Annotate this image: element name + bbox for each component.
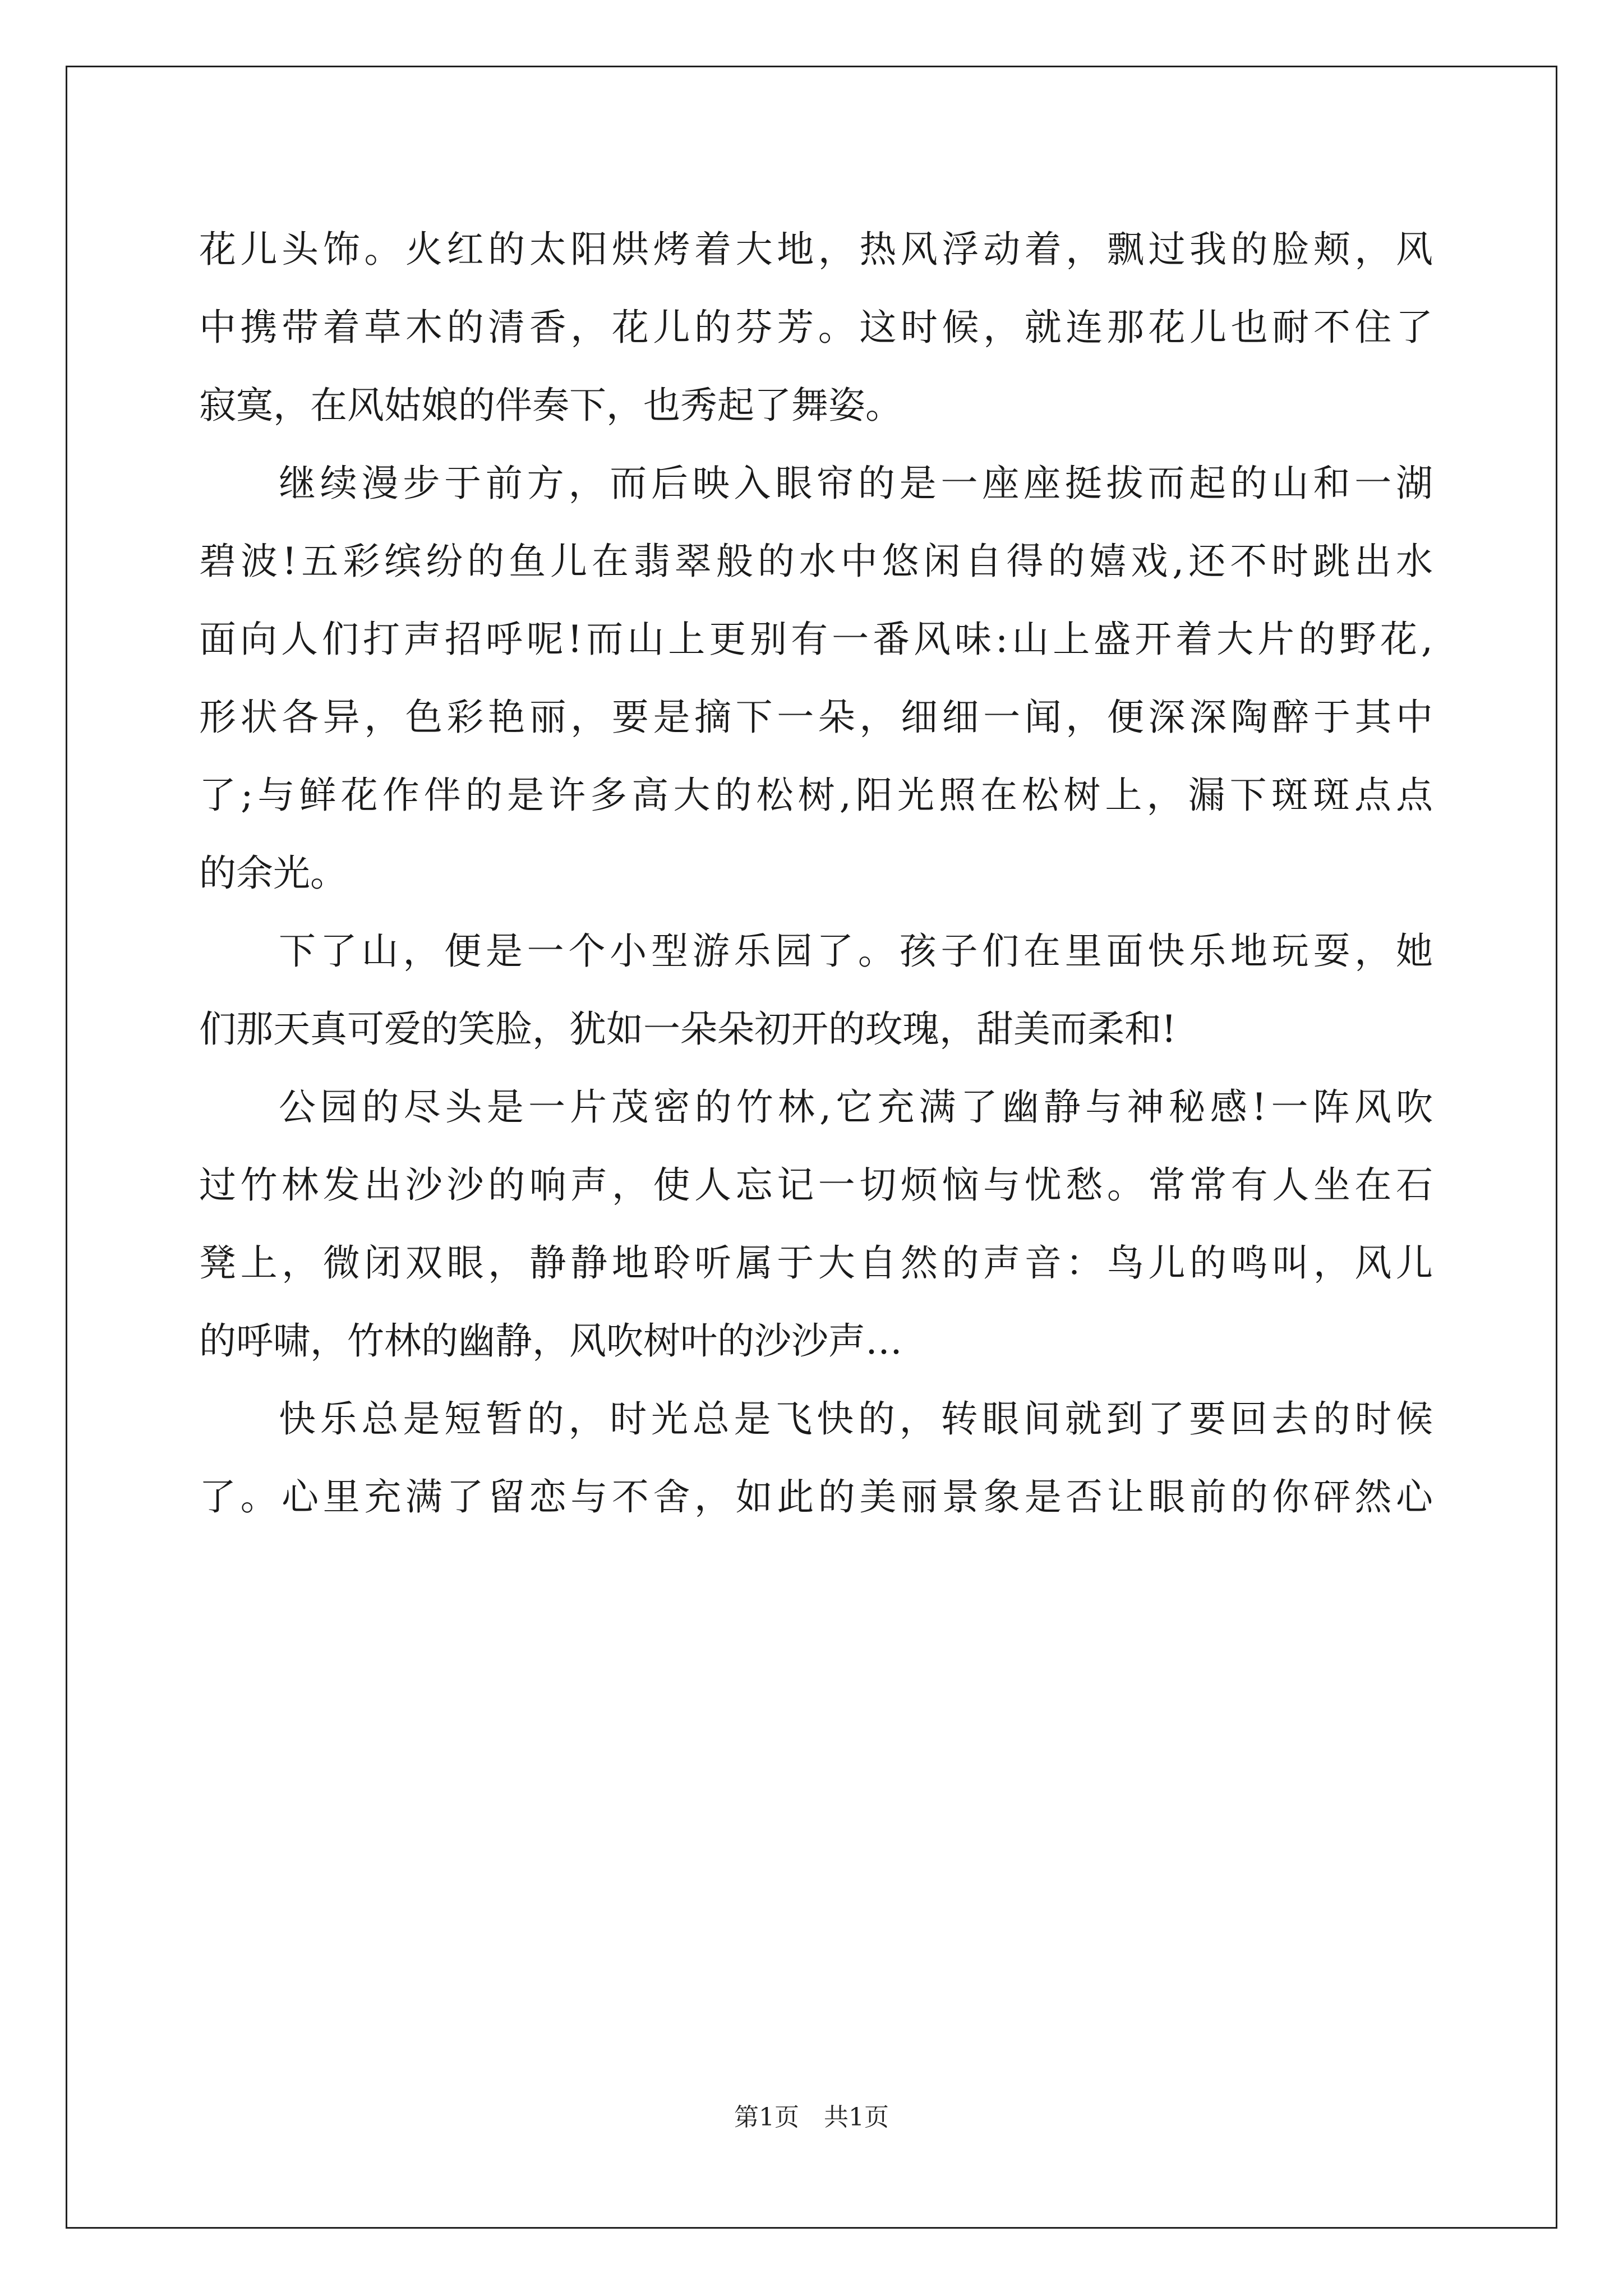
text-line: 过竹林发出沙沙的响声，使人忘记一切烦恼与忧愁。常常有人坐在石: [199, 1163, 1433, 1207]
paragraph-5: [199, 1380, 1433, 1536]
text-line: 下了山，便是一个小型游乐园了。孩子们在里面快乐地玩耍，她: [279, 930, 1433, 973]
text-line: 继续漫步于前方，而后映入眼帘的是一座座挺拔而起的山和一湖: [279, 462, 1433, 505]
text-line: 公园的尽头是一片茂密的竹林,它充满了幽静与神秘感!一阵风吹: [279, 1085, 1433, 1129]
text-line: 快乐总是短暂的，时光总是飞快的，转眼间就到了要回去的时候: [279, 1397, 1433, 1441]
page-footer: [0, 2101, 1623, 2134]
paragraph-1: [199, 210, 1433, 444]
text-line: 花儿头饰。火红的太阳烘烤着大地，热风浮动着，飘过我的脸颊，风: [199, 228, 1433, 271]
text-line: 碧波!五彩缤纷的鱼儿在翡翠般的水中悠闲自得的嬉戏,还不时跳出水: [199, 540, 1433, 583]
text-line: 面向人们打声招呼呢!而山上更别有一番风味:山上盛开着大片的野花,: [199, 618, 1433, 661]
text-line: 了;与鲜花作伴的是许多高大的松树,阳光照在松树上，漏下斑斑点点: [199, 774, 1433, 817]
text-line: 了。心里充满了留恋与不舍，如此的美丽景象是否让眼前的你砰然心: [199, 1475, 1433, 1519]
text-line: 中携带着草木的清香，花儿的芬芳。这时候，就连那花儿也耐不住了: [199, 306, 1433, 349]
text-line: 形状各异，色彩艳丽，要是摘下一朵，细细一闻，便深深陶醉于其中: [199, 696, 1433, 739]
paragraph-2: [199, 444, 1433, 912]
paragraph-4: [199, 1068, 1433, 1380]
text-line: 的呼啸，竹林的幽静，风吹树叶的沙沙声…: [199, 1319, 902, 1363]
text-line: 们那天真可爱的笑脸，犹如一朵朵初开的玫瑰，甜美而柔和!: [199, 1007, 1177, 1051]
page-number-current: 第1页: [734, 2103, 799, 2132]
paragraph-3: [199, 912, 1433, 1068]
document-body: [199, 210, 1433, 1536]
text-line: 凳上，微闭双眼，静静地聆听属于大自然的声音：鸟儿的鸣叫，风儿: [199, 1241, 1433, 1285]
page-number-total: 共1页: [824, 2103, 889, 2132]
text-line: 寂寞，在风姑娘的伴奏下，也秀起了舞姿。: [199, 384, 902, 427]
text-line: 的余光。: [199, 852, 347, 895]
